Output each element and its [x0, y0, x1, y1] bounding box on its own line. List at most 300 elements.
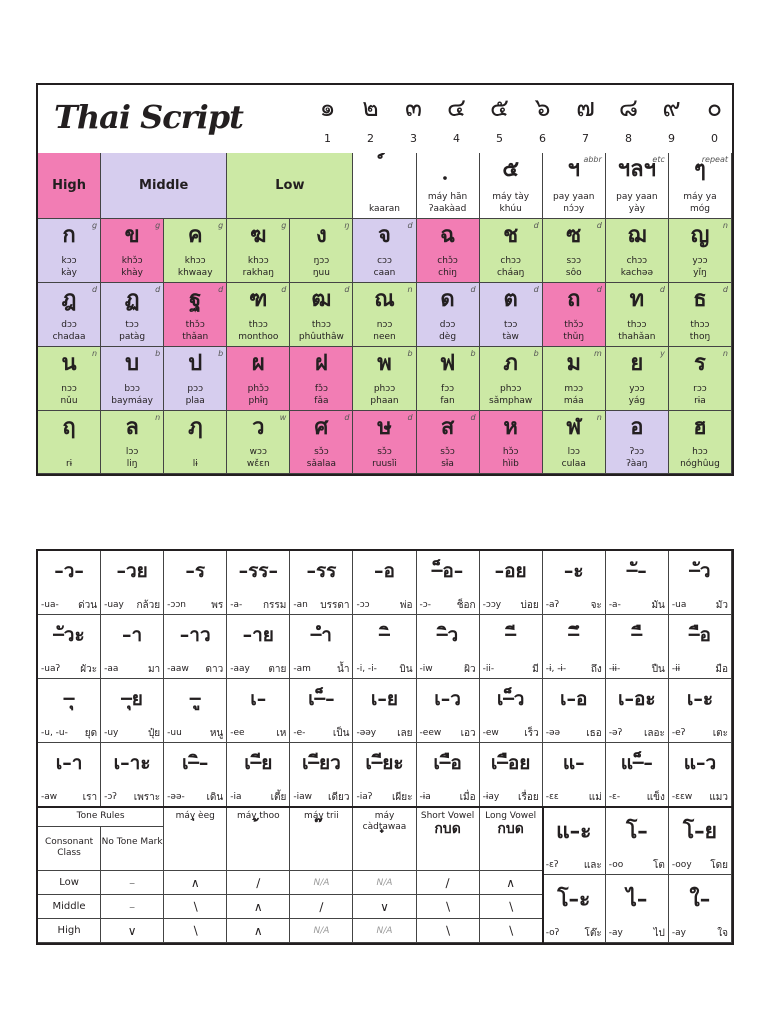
consonant-word: thǎan [182, 332, 209, 342]
vowel-char: –ะ [563, 560, 584, 582]
consonant-word: liŋ [126, 459, 138, 469]
vowel-example: และ [583, 860, 602, 871]
vowel-char: แ– [562, 752, 585, 774]
tone-row-class: Low [38, 871, 101, 895]
vowel-example: จะ [590, 600, 602, 611]
vowel-example: ถึง [590, 664, 602, 675]
consonant-name: yɔɔ [692, 256, 708, 266]
consonant-cell [480, 347, 543, 411]
tone-value: – [101, 895, 164, 919]
vowel-romanization: -ɔɔn [167, 600, 187, 610]
vowel-romanization: -ɛɛw [671, 792, 693, 802]
symbol-char: ๕ [502, 157, 519, 182]
vowel-romanization: -əə- [167, 792, 185, 802]
vowel-romanization: -e- [293, 728, 306, 738]
consonant-cell [417, 347, 480, 411]
vowel-cell [290, 615, 353, 679]
final-sound: d [218, 285, 224, 294]
consonant-name: cɔɔ [377, 256, 392, 266]
vowel-cell [480, 615, 543, 679]
consonant-char: ล [125, 415, 139, 440]
vowel-cell [480, 551, 543, 615]
section-divider [38, 806, 732, 808]
consonant-char: ฉ [440, 223, 456, 248]
consonant-word: chiŋ [438, 268, 457, 278]
vowel-cell [417, 551, 480, 615]
consonant-cell [164, 219, 227, 283]
consonant-name: ŋɔɔ [313, 256, 330, 266]
final-sound: b [407, 349, 413, 358]
vowel-char: –ิ [379, 624, 390, 646]
vowel-romanization: -ay [671, 928, 686, 938]
consonant-cell [227, 347, 290, 411]
consonant-word: neen [373, 332, 396, 342]
vowel-cell [353, 679, 416, 743]
consonant-word: thahǎan [618, 332, 656, 342]
vowel-char: เ–ือ [433, 752, 462, 774]
consonant-name: sɔ̌ɔ [314, 447, 329, 457]
consonant-cell [353, 347, 416, 411]
tone-mark-name: máy èeg [175, 811, 215, 821]
consonant-name: chɔɔ [500, 256, 521, 266]
symbol-name-1: máy tày [492, 192, 530, 202]
consonant-word: ŋuu [312, 268, 330, 278]
vowel-romanization: -eʔ [671, 728, 686, 738]
consonant-word: dèg [439, 332, 457, 342]
tone-value: ∖ [164, 919, 227, 943]
vowel-example: ตาย [268, 664, 287, 675]
consonant-word: fan [440, 396, 455, 406]
consonant-char: ธ [693, 287, 707, 312]
tone-mark-header [353, 807, 416, 871]
vowel-char: เ– [250, 688, 267, 710]
consonant-name: rɔɔ [693, 384, 707, 394]
vowel-romanization: -ɔɔy [482, 600, 502, 610]
final-sound: n [407, 285, 413, 294]
consonant-cell [164, 411, 227, 474]
final-sound: g [281, 221, 287, 230]
consonant-word: máa [563, 396, 584, 406]
vowel-romanization: -ɨɨ- [608, 664, 621, 674]
symbol-cell [480, 153, 543, 219]
vowel-example: ปุ๋ย [147, 728, 161, 739]
vowel-cell [606, 615, 669, 679]
consonant-char: ห [503, 415, 518, 440]
vowel-cell [227, 615, 290, 679]
consonant-name: thɔ̌ɔ [564, 320, 584, 330]
vowel-char: เ–็ว [496, 688, 525, 710]
final-sound: b [155, 349, 161, 358]
consonant-word: nǔu [60, 396, 78, 406]
vowel-example: เดียว [328, 792, 350, 803]
vowel-char: เ–ือย [490, 752, 531, 774]
vowel-example: บรรดา [320, 600, 350, 611]
consonant-cell [290, 283, 353, 347]
consonant-cell [38, 219, 101, 283]
vowel-romanization: -ua [671, 600, 687, 610]
vowel-char: –อ [374, 560, 395, 582]
consonant-char: ฆ [250, 223, 267, 248]
vowel-char: แ–ะ [556, 819, 592, 843]
tone-mark-name: máy trii [304, 811, 339, 821]
vowel-cell [417, 615, 480, 679]
consonant-word: kachəə [620, 268, 653, 278]
vowel-example: แมว [709, 792, 728, 803]
symbol-cell [417, 153, 480, 219]
tone-mark-header [290, 807, 353, 871]
vowel-char: –วย [116, 560, 148, 582]
vowel-char: ใ– [689, 887, 711, 911]
vowel-cell [669, 551, 732, 615]
vowel-cell [543, 743, 606, 807]
vowel-char: ไ– [626, 887, 648, 911]
consonant-name: khɔɔ [184, 256, 206, 266]
consonant-char: ศ [314, 415, 329, 440]
symbol-char: ฯลฯ [617, 157, 656, 182]
final-sound: g [92, 221, 98, 230]
consonant-char: ฝ [314, 351, 328, 376]
consonant-char: ถ [567, 287, 581, 312]
consonant-word: phɨ̂ŋ [248, 396, 269, 406]
final-sound: d [344, 413, 350, 422]
consonant-char: ค [187, 223, 203, 248]
consonant-word: monthoo [238, 332, 279, 342]
vowel-example: มี [532, 664, 539, 675]
class-label-high: High [38, 153, 101, 219]
consonant-char: ส [440, 415, 455, 440]
vowel-cell [164, 615, 227, 679]
vowel-length-example: กบด [497, 821, 524, 837]
tone-value: N/A [353, 871, 416, 895]
vowel-chart [36, 549, 734, 945]
vowel-example: มา [147, 664, 161, 675]
vowel-char: เ–ิ– [181, 752, 209, 774]
final-sound: d [596, 221, 602, 230]
consonant-char: ด [440, 287, 455, 312]
vowel-char: แ–็– [620, 752, 653, 774]
consonant-word: tàw [502, 332, 519, 342]
final-sound: ŋ [344, 221, 350, 230]
vowel-romanization: -ɨay [482, 792, 500, 802]
vowel-romanization: -u, -u- [41, 728, 68, 738]
consonant-cell [353, 411, 416, 474]
vowel-char: –ำ [310, 624, 332, 646]
vowel-char: –อย [494, 560, 527, 582]
consonant-char: ษ [377, 415, 392, 440]
vowel-char: –ั– [626, 560, 647, 582]
consonant-cell [543, 219, 606, 283]
tone-row-class: High [38, 919, 101, 943]
vowel-char: –ัวะ [53, 624, 85, 646]
consonant-cell [38, 347, 101, 411]
tone-mark-header [164, 807, 227, 871]
consonant-cell [606, 347, 669, 411]
consonant-char: ฮ [693, 415, 707, 440]
tone-value: ∨ [101, 919, 164, 943]
consonant-word: fǎa [314, 396, 329, 406]
final-sound: d [722, 285, 728, 294]
vowel-romanization: -ɔɔ [356, 600, 370, 610]
vowel-length-example: กบด [434, 821, 461, 837]
vowel-romanization: -aw [41, 792, 58, 802]
vowel-example: เป็น [332, 728, 350, 739]
vowel-example: ช็อก [456, 600, 476, 611]
vowel-char: เ–ียว [302, 752, 341, 774]
final-sound: b [533, 349, 539, 358]
vowel-example: เตี้ย [270, 792, 287, 803]
vowel-cell [227, 679, 290, 743]
vowel-example: หนู [209, 728, 224, 739]
tone-mark-symbol [290, 824, 352, 835]
vowel-cell [353, 615, 416, 679]
consonant-char: ณ [374, 287, 395, 312]
consonant-char: ฒ [311, 287, 332, 312]
vowel-cell [38, 743, 101, 807]
symbol-cell [543, 153, 606, 219]
consonant-name: dɔɔ [439, 320, 456, 330]
thai-numeral: ๒ [362, 93, 379, 122]
consonant-word: baymáay [111, 396, 153, 406]
tone-mark-symbol [353, 835, 415, 846]
consonant-word: khwaay [177, 268, 213, 278]
arabic-numeral: 1 [324, 132, 331, 145]
vowel-cell [290, 551, 353, 615]
arabic-numeral: 0 [711, 132, 718, 145]
consonant-char: ฏ [124, 287, 140, 312]
vowel-example: เธอ [586, 728, 602, 739]
vowel-romanization: -ɛʔ [545, 860, 559, 870]
vowel-cell [353, 551, 416, 615]
final-sound: n [155, 413, 161, 422]
consonant-char: ก [62, 223, 76, 248]
vowel-example: เรื่อย [518, 792, 539, 803]
consonant-chart [36, 83, 734, 476]
consonant-cell [353, 283, 416, 347]
consonant-char: จ [378, 223, 391, 248]
consonant-char: ฐ [189, 287, 202, 312]
page-title: Thai Script [54, 98, 243, 136]
thai-numeral: ๔ [447, 93, 466, 122]
vowel-cell [669, 615, 732, 679]
symbol-char [417, 156, 479, 184]
tone-value: ∨ [353, 895, 416, 919]
vowel-cell [669, 807, 732, 875]
vowel-cell [101, 551, 164, 615]
vowel-char: โ–ย [682, 819, 717, 843]
consonant-word: khày [121, 268, 143, 278]
consonant-cell [227, 283, 290, 347]
thai-numeral: ๘ [618, 93, 639, 122]
vowel-char: เ–ย [370, 688, 399, 710]
vowel-char: –ื [631, 624, 643, 646]
consonant-word: plaa [185, 396, 205, 406]
final-sound: y [660, 349, 665, 358]
symbol-note: etc [652, 155, 665, 164]
final-sound: b [470, 349, 476, 358]
vowel-romanization: -aʔ [545, 600, 560, 610]
vowel-romanization: -a- [230, 600, 243, 610]
vowel-example: ผัวะ [80, 664, 98, 675]
vowel-romanization: -ɨa [419, 792, 431, 802]
consonant-char: ข [124, 223, 140, 248]
final-sound: w [279, 413, 287, 422]
vowel-example: มัน [651, 600, 665, 611]
vowel-char: –ี [505, 624, 516, 646]
vowel-char: –็อ– [431, 560, 464, 582]
vowel-cell [606, 679, 669, 743]
thai-numeral: ๕ [490, 93, 509, 122]
vowel-romanization: -ew [482, 728, 499, 738]
vowel-char: –ิว [437, 624, 459, 646]
vowel-char: เ–าะ [113, 752, 151, 774]
vowel-romanization: -oo [608, 860, 624, 870]
consonant-char: ฬ [566, 415, 582, 440]
vowel-cell [164, 679, 227, 743]
vowel-cell [227, 551, 290, 615]
vowel-example: กล้วย [136, 600, 161, 611]
consonant-word: thǔŋ [563, 332, 585, 342]
vowel-example: ยุด [84, 728, 98, 739]
consonant-char: ฦ [187, 415, 203, 440]
vowel-cell [417, 679, 480, 743]
consonant-word: phûuthâw [298, 332, 344, 342]
tone-value: ∖ [480, 895, 543, 919]
tone-value: N/A [290, 919, 353, 943]
vowel-char: เ–ียะ [365, 752, 404, 774]
vowel-example: ปืน [651, 664, 665, 675]
symbol-name-1: máy hăn [427, 192, 468, 202]
consonant-word: thoŋ [689, 332, 711, 342]
consonant-name: sɔ̌ɔ [377, 447, 392, 457]
consonant-word: rakhaŋ [242, 268, 274, 278]
class-label-low: Low [227, 153, 353, 219]
vowel-romanization: -ua- [41, 600, 59, 610]
symbol-char: ฯ [567, 157, 580, 182]
consonant-char: ฤ [62, 415, 76, 440]
tone-rules-table [38, 807, 543, 943]
vowel-romanization: -ɨɨ [671, 664, 681, 674]
consonant-cell [227, 219, 290, 283]
vowel-romanization: -uu [167, 728, 182, 738]
vowel-cell [480, 679, 543, 743]
consonant-cell [101, 411, 164, 474]
consonant-word: sɨ̌a [441, 459, 454, 469]
vowel-char: –ว– [54, 560, 84, 582]
vowel-char: เ–ว [434, 688, 461, 710]
consonant-word: yág [628, 396, 646, 406]
consonant-char: ม [566, 351, 582, 376]
consonant-cell [669, 283, 732, 347]
vowel-romanization: -ɛ- [608, 792, 621, 802]
tone-value: ∕ [227, 871, 290, 895]
vowel-example: โดย [710, 860, 728, 871]
consonant-name: sɔɔ [566, 256, 582, 266]
consonant-word: culaa [561, 459, 586, 469]
vowel-cell [38, 615, 101, 679]
vowel-example: เตะ [712, 728, 728, 739]
thai-numeral: ๐ [706, 93, 723, 122]
consonant-name: khɔɔ [247, 256, 269, 266]
vowel-char: แ–ว [683, 752, 717, 774]
final-sound: n [596, 413, 602, 422]
vowel-cell [353, 743, 416, 807]
arabic-numeral: 4 [453, 132, 460, 145]
vowel-cell [101, 679, 164, 743]
consonant-cell [164, 347, 227, 411]
consonant-cell [669, 411, 732, 474]
consonant-word: cháaŋ [496, 268, 525, 278]
tone-value: ∖ [417, 919, 480, 943]
consonant-word: sôo [565, 268, 582, 278]
consonant-char: ป [188, 351, 203, 376]
final-sound: d [596, 285, 602, 294]
consonant-word: phaan [370, 396, 399, 406]
vowel-romanization: -ay [608, 928, 623, 938]
consonant-word: yǐŋ [693, 268, 707, 278]
vowel-romanization: -oʔ [545, 928, 560, 938]
symbol-name-1: pay yaan [616, 192, 658, 202]
vowel-cell [164, 551, 227, 615]
vowel-cell [606, 875, 669, 943]
tone-value: ∧ [164, 871, 227, 895]
consonant-cell [543, 283, 606, 347]
consonant-cell [290, 411, 353, 474]
vowel-char: –า [122, 624, 143, 646]
consonant-char: ต [503, 287, 518, 312]
consonant-name: phɔ̌ɔ [247, 384, 269, 394]
vowel-romanization: -ɔʔ [104, 792, 117, 802]
short-vowel-header [417, 807, 480, 871]
arabic-numeral: 9 [668, 132, 675, 145]
tone-value: ∖ [164, 895, 227, 919]
tone-value: N/A [353, 919, 416, 943]
vowel-romanization: -i, -i- [356, 664, 377, 674]
vowel-length-label: Short Vowel [420, 811, 475, 821]
vowel-cell [543, 875, 606, 943]
vowel-example: ไป [653, 928, 665, 939]
vowel-cell [101, 615, 164, 679]
consonant-char: ฎ [61, 287, 77, 312]
vowel-romanization: -a- [608, 600, 621, 610]
vowel-char: โ–ะ [557, 887, 591, 911]
vowel-example: มือ [715, 664, 728, 675]
consonant-char: ง [316, 223, 327, 248]
vowel-cell [38, 551, 101, 615]
tone-value: N/A [290, 871, 353, 895]
vowel-char: –าย [242, 624, 274, 646]
consonant-char: ฑ [249, 287, 268, 312]
consonant-name: thɔ̌ɔ [185, 320, 205, 330]
vowel-char: –ุย [121, 688, 143, 710]
consonant-word: sǎmphaw [489, 396, 533, 406]
consonant-name: yɔɔ [629, 384, 645, 394]
consonant-cell [290, 347, 353, 411]
tone-value: ∕ [290, 895, 353, 919]
vowel-char: –าว [179, 624, 211, 646]
consonant-name: nɔɔ [376, 320, 393, 330]
consonant-cell [417, 283, 480, 347]
consonant-name: sɔ̌ɔ [440, 447, 455, 457]
consonant-name: hɔ̌ɔ [502, 447, 519, 457]
consonant-char: พ [377, 351, 392, 376]
consonant-name: mɔɔ [564, 384, 584, 394]
tone-value: – [101, 871, 164, 895]
vowel-romanization: -ooy [671, 860, 692, 870]
arabic-numeral: 6 [539, 132, 546, 145]
consonant-name: tɔɔ [125, 320, 139, 330]
vowel-cell [543, 551, 606, 615]
vowel-char: เ–อ [560, 688, 588, 710]
